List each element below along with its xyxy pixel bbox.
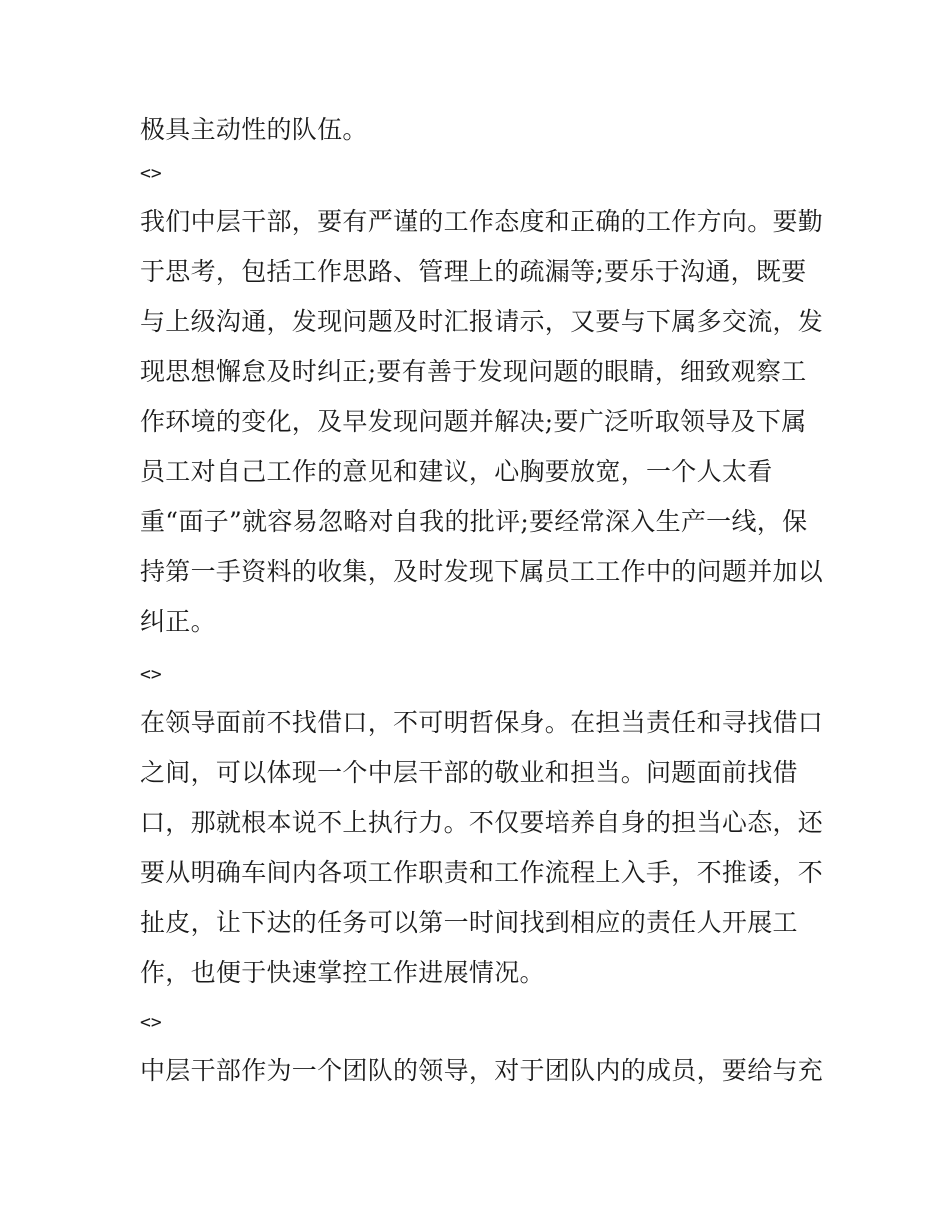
text-line: 在领导面前不找借口，不可明哲保身。在担当责任和寻找借口 xyxy=(140,708,824,737)
text-line: 我们中层干部，要有严谨的工作态度和正确的工作方向。要勤 xyxy=(140,207,824,236)
text-line: 中层干部作为一个团队的领导，对于团队内的成员，要给与充 xyxy=(140,1056,824,1085)
text-line: 要从明确车间内各项工作职责和工作流程上入手，不推诿，不 xyxy=(140,858,824,887)
text-line: 于思考，包括工作思路、管理上的疏漏等;要乐于沟通，既要 xyxy=(140,257,807,286)
text-line: 纠正。 xyxy=(140,607,216,636)
text-line: 口，那就根本说不上执行力。不仅要培养自身的担当心态，还 xyxy=(140,808,824,837)
text-line: 员工对自己工作的意见和建议，心胸要放宽，一个人太看 xyxy=(140,457,773,486)
text-line: 作环境的变化，及早发现问题并解决;要广泛听取领导及下属 xyxy=(140,407,807,436)
separator-marker: <> xyxy=(140,163,162,184)
text-line: 持第一手资料的收集，及时发现下属员工工作中的问题并加以 xyxy=(140,557,824,586)
text-line: 之间，可以体现一个中层干部的敬业和担当。问题面前找借 xyxy=(140,758,798,787)
text-line: 作，也便于快速掌控工作进展情况。 xyxy=(140,958,545,987)
separator-marker: <> xyxy=(140,664,162,685)
text-line: 极具主动性的队伍。 xyxy=(140,115,368,144)
text-line: 与上级沟通，发现问题及时汇报请示，又要与下属多交流，发 xyxy=(140,307,824,336)
text-line: 扯皮，让下达的任务可以第一时间找到相应的责任人开展工 xyxy=(140,908,798,937)
text-line: 重“面子”就容易忽略对自我的批评;要经常深入生产一线，保 xyxy=(140,507,808,536)
separator-marker: <> xyxy=(140,1012,162,1033)
text-line: 现思想懈怠及时纠正;要有善于发现问题的眼睛，细致观察工 xyxy=(140,357,807,386)
